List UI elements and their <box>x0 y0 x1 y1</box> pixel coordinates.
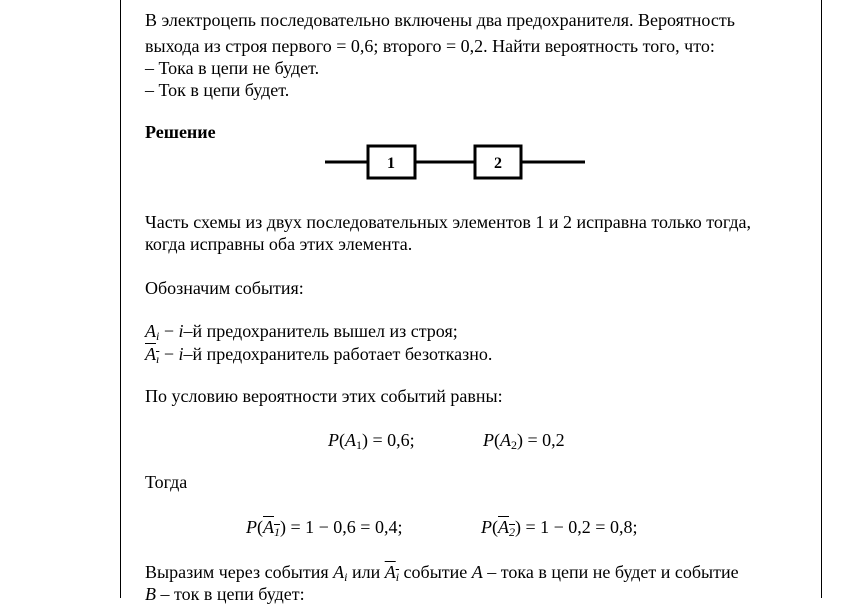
events-intro: Обозначим события: <box>145 278 304 298</box>
fuse-box-1-label: 1 <box>387 155 395 172</box>
solution-heading: Решение <box>145 122 216 142</box>
event-abar-text: –й предохранитель работает безотказно. <box>183 344 493 364</box>
event-a-text: –й предохранитель вышел из строя; <box>183 321 458 341</box>
problem-line-2: выхода из строя первого = 0,6; второго = 0,2. Найти вероятность того, что: <box>145 36 715 56</box>
event-abar-definition: $A_ı - i-й$ предохранитель работает безотказно. <box>145 344 493 366</box>
explanation-line-2: когда исправны оба этих элемента. <box>145 234 413 254</box>
math-i: i <box>178 344 184 364</box>
math-a-i-bar: $A_ı$ <box>145 344 160 366</box>
express-line-1: Выразим через события $A_i$ или $A_i$ событие A – тока в цепи не будет и событие <box>145 562 739 584</box>
equation-p-a2: $P(A_2) = 0,2$ <box>483 430 565 452</box>
equation-p-a2-bar: $P(A_2) = 1 - 0,2 = 0,8$; <box>481 517 638 539</box>
series-circuit-diagram <box>325 140 590 184</box>
then-text: Тогда <box>145 472 188 492</box>
page-border-left <box>120 0 121 598</box>
equation-p-a1: $P(A_1) = 0,6$; <box>328 430 415 452</box>
explanation-line-1: Часть схемы из двух последовательных элементов 1 и 2 исправна только тогда, <box>145 212 752 232</box>
math-a-i: $A_i$ <box>145 321 160 343</box>
fuse-box-2-label: 2 <box>494 155 502 172</box>
equation-p-a1-bar: $P(A_1) = 1 - 0,6 = 0,4$; <box>246 517 403 539</box>
problem-line-1: В электроцепь последовательно включены два предохранителя. Вероятность <box>145 10 735 30</box>
problem-line-4: – Ток в цепи будет. <box>145 80 290 100</box>
condition-text: По условию вероятности этих событий равны: <box>145 386 503 406</box>
event-a-definition: $A_i - i-й$ предохранитель вышел из строя; <box>145 321 458 343</box>
math-i: i <box>178 321 184 341</box>
problem-line-3: – Тока в цепи не будет. <box>145 58 320 78</box>
page-border-right <box>821 0 822 598</box>
express-line-2: B – ток в цепи будет: <box>145 584 305 604</box>
